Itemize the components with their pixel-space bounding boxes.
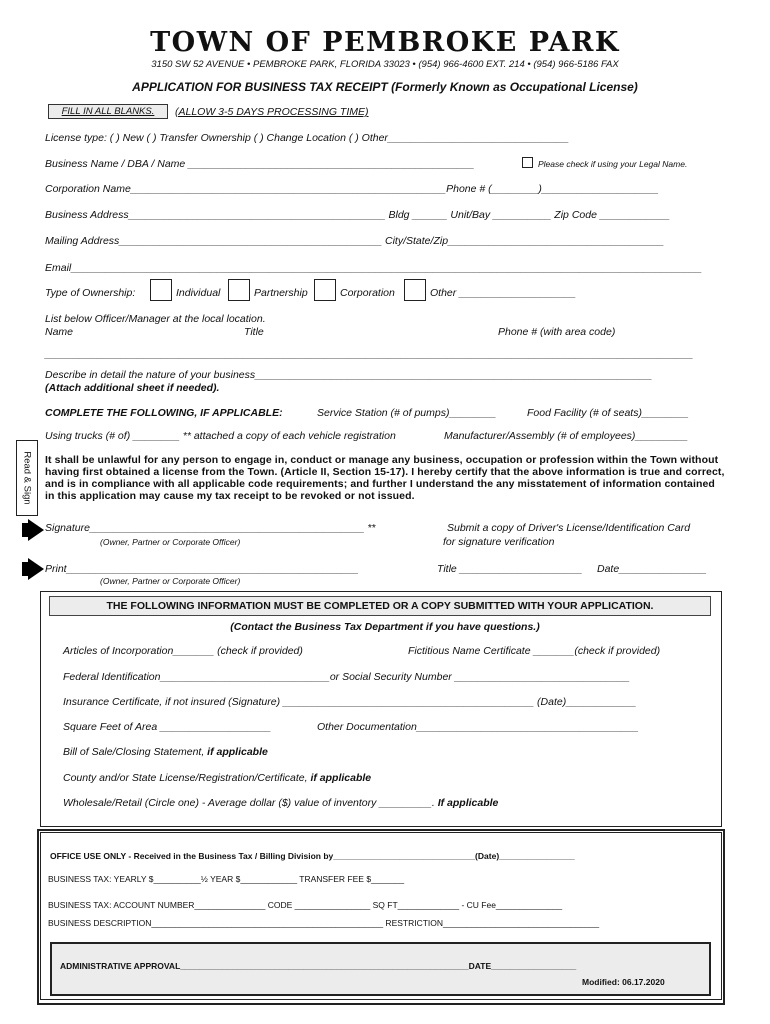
contact-department-note: (Contact the Business Tax Department if you have questions.) [230, 621, 540, 633]
corporation-name-field[interactable]: Corporation Name______________________________________________________Phone # (________)____________________ [45, 183, 659, 195]
fictitious-name-field[interactable]: Fictitious Name Certificate _______(check if provided) [408, 645, 661, 657]
federal-id-field[interactable]: Federal Identification_____________________________or Social Security Number ______________________________ [63, 671, 630, 683]
date-field[interactable]: Date_______________ [597, 563, 707, 575]
ownership-partnership-label: Partnership [254, 287, 308, 299]
signature-note-line1: Submit a copy of Driver's License/Identification Card [447, 522, 691, 534]
signature-subcaption: (Owner, Partner or Corporate Officer) [100, 537, 241, 547]
ownership-corporation-checkbox[interactable] [314, 279, 336, 301]
articles-incorporation-field[interactable]: Articles of Incorporation_______ (check if provided) [63, 645, 303, 657]
certification-statement: It shall be unlawful for any person to engage in, conduct or manage any business, occupation or profession within the Town without having first obtained a license from the Town. (Article II, Section 15-17). I hereby certify that the above information is true and correct, and is in compliance with all applicable code requirements; and further I understand the any misstatement of information contained in this application may cause my tax receipt to be revoked or not issued. [45, 454, 725, 502]
ownership-partnership-checkbox[interactable] [228, 279, 250, 301]
signature-arrow-icon [28, 519, 44, 541]
town-title: TOWN OF PEMBROKE PARK [150, 27, 620, 58]
business-address-field[interactable]: Business Address____________________________________________ Bldg ______ Unit/Bay __________ Zip Code ____________ [45, 209, 670, 221]
food-facility-field[interactable]: Food Facility (# of seats)________ [527, 407, 689, 419]
mailing-address-field[interactable]: Mailing Address_____________________________________________ City/State/Zip_____________________________________ [45, 235, 665, 247]
ownership-individual-checkbox[interactable] [150, 279, 172, 301]
officer-list-label: List below Officer/Manager at the local location. [45, 313, 266, 325]
legal-name-checkbox[interactable]: Please check if using your Legal Name. [522, 157, 687, 169]
title-field[interactable]: Title _____________________ [437, 563, 583, 575]
administrative-approval-line: ADMINISTRATIVE APPROVAL_____________________________________________________________DATE__________________ [60, 961, 577, 971]
other-documentation-field[interactable]: Other Documentation______________________________________ [317, 721, 639, 733]
license-type-field[interactable]: License type: ( ) New ( ) Transfer Ownership ( ) Change Location ( ) Other_______________________________ [45, 132, 569, 144]
email-field[interactable]: Email____________________________________________________________________________________________________________ [45, 262, 702, 274]
officer-name-header: Name [45, 326, 74, 338]
required-info-heading: THE FOLLOWING INFORMATION MUST BE COMPLETED OR A COPY SUBMITTED WITH YOUR APPLICATION. [49, 596, 711, 616]
business-tax-amounts-line: BUSINESS TAX: YEARLY $__________½ YEAR $____________ TRANSFER FEE $_______ [48, 874, 405, 884]
wholesale-retail-field[interactable]: Wholesale/Retail (Circle one) - Average dollar ($) value of inventory _________. If applicable [63, 797, 499, 809]
manufacturer-field[interactable]: Manufacturer/Assembly (# of employees)_________ [444, 430, 688, 442]
attach-sheet-note: (Attach additional sheet if needed). [45, 382, 220, 394]
officer-title-header: Title [244, 326, 264, 338]
complete-following-heading: COMPLETE THE FOLLOWING, IF APPLICABLE: [45, 407, 283, 419]
trucks-field[interactable]: Using trucks (# of) ________ ** attached a copy of each vehicle registration [45, 430, 396, 442]
fill-blanks-badge: FILL IN ALL BLANKS. [48, 104, 168, 119]
business-tax-account-line: BUSINESS TAX: ACCOUNT NUMBER_______________ CODE ________________ SQ FT_____________ - CU Fee______________ [48, 900, 563, 910]
ownership-individual-label: Individual [176, 287, 221, 299]
ownership-corporation-label: Corporation [340, 287, 395, 299]
officer-entry-line[interactable]: _______________________________________________________________________________________________________________ [45, 348, 694, 360]
modified-date: Modified: 06.17.2020 [582, 977, 665, 987]
print-name-field[interactable]: Print__________________________________________________ [45, 563, 359, 575]
bill-of-sale-item: Bill of Sale/Closing Statement, if applicable [63, 746, 268, 758]
service-station-field[interactable]: Service Station (# of pumps)________ [317, 407, 497, 419]
print-subcaption: (Owner, Partner or Corporate Officer) [100, 576, 241, 586]
square-feet-field[interactable]: Square Feet of Area ___________________ [63, 721, 272, 733]
print-arrow-icon [28, 558, 44, 580]
processing-time-note: (ALLOW 3-5 DAYS PROCESSING TIME) [175, 106, 369, 118]
business-description-field[interactable]: Describe in detail the nature of your business____________________________________________________________________ [45, 369, 653, 381]
ownership-label: Type of Ownership: [45, 287, 136, 299]
read-sign-label: Read & Sign [16, 440, 38, 516]
officer-phone-header: Phone # (with area code) [498, 326, 616, 338]
ownership-other-checkbox[interactable] [404, 279, 426, 301]
signature-field[interactable]: Signature_______________________________________________ ** [45, 522, 376, 534]
business-description-restriction-line: BUSINESS DESCRIPTION_________________________________________________ RESTRICTION_________________________________ [48, 918, 600, 928]
business-name-field[interactable]: Business Name / DBA / Name _________________________________________________ [45, 158, 475, 170]
county-license-item: County and/or State License/Registration/Certificate, if applicable [63, 772, 372, 784]
insurance-certificate-field[interactable]: Insurance Certificate, if not insured (Signature) ___________________________________________ (Date)____________ [63, 696, 637, 708]
ownership-other-field[interactable]: Other ____________________ [430, 287, 576, 299]
signature-note-line2: for signature verification [443, 536, 555, 548]
office-use-received-line: OFFICE USE ONLY - Received in the Business Tax / Billing Division by______________________________(Date)________________ [50, 851, 575, 861]
checkbox-icon[interactable] [522, 157, 533, 168]
town-address: 3150 SW 52 AVENUE • PEMBROKE PARK, FLORIDA 33023 • (954) 966-4600 EXT. 214 • (954) 966-5186 FAX [151, 59, 619, 70]
form-title: APPLICATION FOR BUSINESS TAX RECEIPT (Formerly Known as Occupational License) [132, 80, 638, 94]
